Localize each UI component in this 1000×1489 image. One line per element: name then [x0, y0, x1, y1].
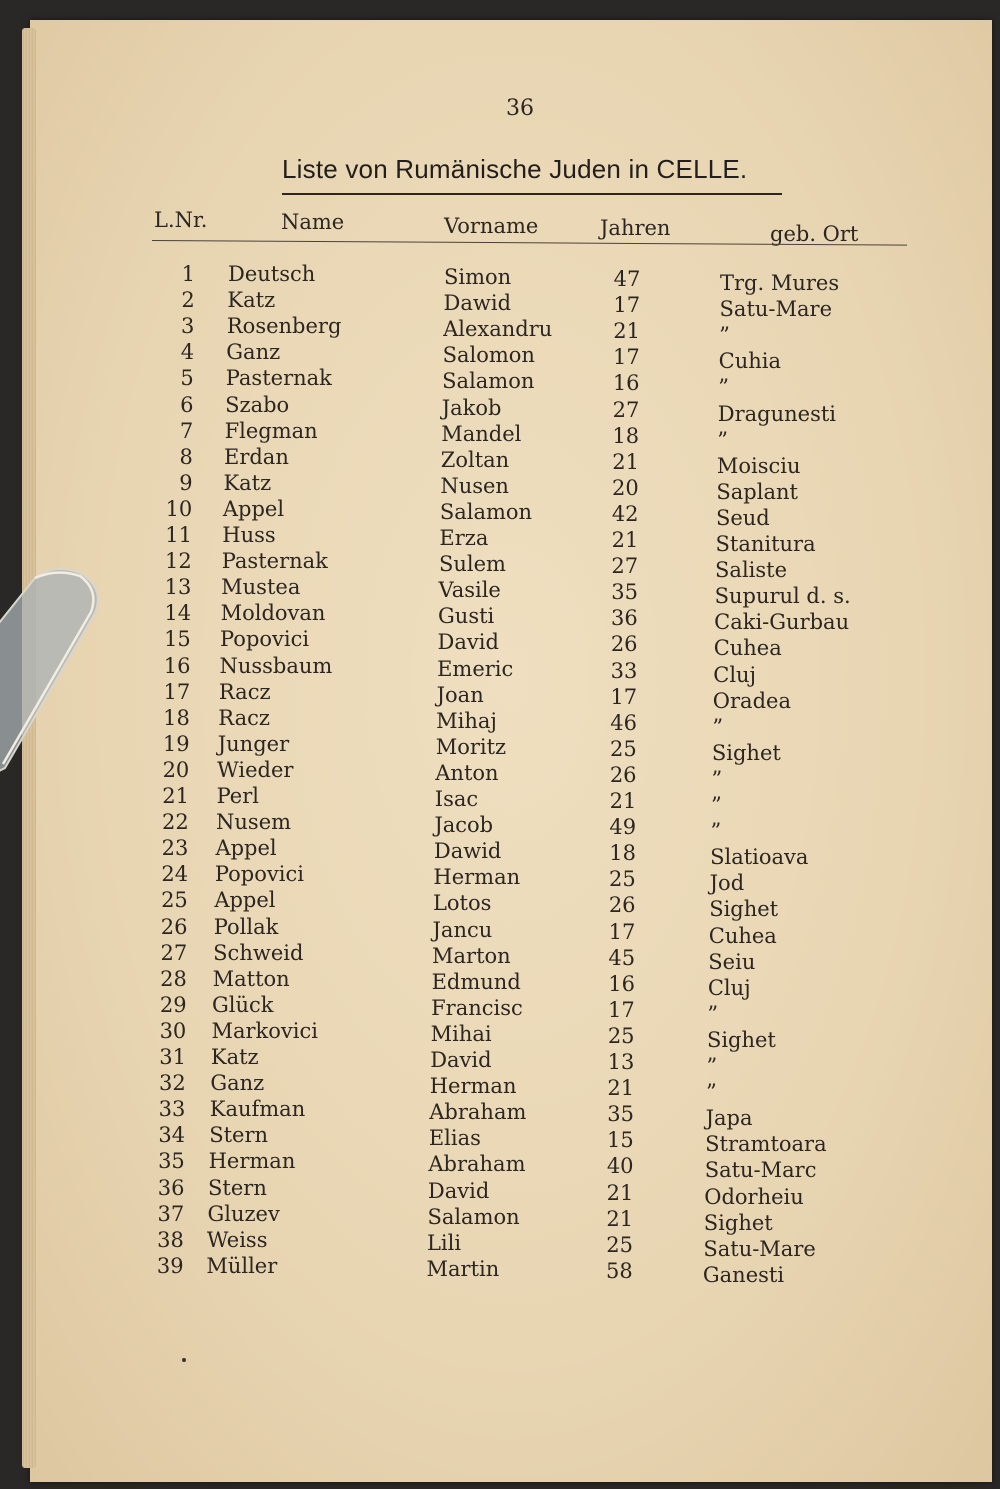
cell-vorname: Salamon — [427, 1204, 520, 1229]
cell-ort: Sighet — [711, 740, 781, 765]
cell-jahren: 17 — [613, 293, 641, 318]
cell-nr: 5 — [180, 366, 194, 391]
cell-name: Appel — [215, 836, 277, 861]
cell-vorname: Emeric — [437, 656, 514, 681]
cell-vorname: Salamon — [439, 499, 533, 524]
cell-ort: Saliste — [715, 558, 788, 583]
cell-ort: Cluj — [713, 662, 757, 687]
cell-vorname: Jancu — [432, 917, 493, 942]
cell-name: Kaufman — [209, 1097, 306, 1122]
cell-nr: 8 — [179, 444, 193, 469]
cell-vorname: Nusen — [440, 473, 509, 498]
cell-name: Racz — [218, 705, 270, 730]
cell-nr: 11 — [165, 523, 192, 547]
cell-nr: 16 — [163, 653, 191, 678]
cell-jahren: 18 — [609, 841, 636, 866]
cell-name: Deutsch — [228, 262, 316, 286]
cell-vorname: Joan — [436, 682, 484, 707]
cell-ort: Sighet — [706, 1027, 776, 1052]
cell-jahren: 17 — [608, 997, 635, 1022]
cell-nr: 9 — [179, 470, 193, 495]
cell-nr: 35 — [158, 1149, 185, 1174]
cell-vorname: Mihai — [430, 1021, 492, 1046]
cell-jahren: 17 — [610, 684, 638, 709]
cell-ort: Caki-Gurbau — [714, 610, 850, 635]
cell-jahren: 26 — [610, 632, 638, 657]
cell-nr: 33 — [158, 1097, 186, 1122]
cell-name: Perl — [216, 784, 259, 808]
cell-ort: Stramtoara — [705, 1132, 827, 1157]
cell-ort: Sighet — [709, 897, 779, 922]
cell-jahren: 20 — [612, 475, 639, 500]
cell-nr: 12 — [164, 549, 192, 574]
cell-vorname: Vasile — [438, 578, 501, 603]
cell-ort: ” — [706, 1080, 717, 1105]
cell-name: Ganz — [210, 1071, 265, 1096]
cell-vorname: Lili — [426, 1230, 462, 1255]
cell-jahren: 26 — [609, 762, 637, 787]
cell-name: Szabo — [225, 392, 290, 417]
cell-name: Katz — [223, 470, 272, 495]
cell-name: Pasternak — [225, 366, 332, 391]
cell-vorname: David — [437, 630, 499, 655]
cell-nr: 24 — [161, 862, 189, 887]
cell-ort: Satu-Mare — [703, 1236, 816, 1261]
cell-nr: 39 — [156, 1253, 184, 1278]
cell-vorname: Moritz — [435, 734, 507, 759]
cell-ort: Satu-Marc — [704, 1158, 817, 1183]
cell-nr: 13 — [164, 575, 192, 600]
cell-name: Popovici — [214, 862, 304, 887]
cell-ort: Supurul d. s. — [714, 584, 851, 609]
cell-vorname: Jacob — [434, 813, 494, 838]
cell-vorname: Elias — [428, 1126, 481, 1151]
cell-vorname: Herman — [433, 865, 521, 890]
cell-name: Pasternak — [221, 549, 328, 574]
cell-name: Wieder — [217, 757, 294, 782]
cell-jahren: 16 — [612, 371, 640, 396]
cell-name: Appel — [222, 496, 285, 521]
cell-name: Matton — [212, 966, 290, 991]
cell-nr: 14 — [164, 601, 192, 626]
cell-jahren: 25 — [606, 1232, 633, 1257]
title-underline — [282, 193, 782, 195]
cell-vorname: Zoltan — [440, 447, 510, 472]
cell-nr: 20 — [162, 757, 190, 782]
cell-jahren: 46 — [610, 710, 637, 735]
cell-ort: Trg. Mures — [720, 271, 840, 295]
cell-name: Müller — [206, 1253, 278, 1278]
cell-name: Moldovan — [220, 601, 326, 626]
cell-jahren: 17 — [608, 919, 636, 944]
cell-name: Weiss — [206, 1227, 268, 1252]
cell-ort: Cuhea — [708, 923, 777, 948]
cell-vorname: Dawid — [433, 839, 502, 864]
cell-vorname: Simon — [444, 265, 512, 289]
cell-name: Flegman — [224, 418, 318, 443]
cell-name: Huss — [222, 523, 276, 547]
cell-jahren: 16 — [608, 971, 635, 996]
cell-jahren: 17 — [613, 345, 640, 370]
cell-nr: 26 — [160, 914, 188, 939]
cell-ort: ” — [719, 323, 730, 348]
cell-name: Appel — [214, 888, 276, 913]
cell-nr: 10 — [165, 496, 193, 521]
cell-nr: 27 — [160, 940, 188, 965]
cell-nr: 7 — [179, 418, 194, 443]
cell-name: Katz — [227, 288, 276, 313]
cell-ort: ” — [707, 1001, 719, 1026]
cell-nr: 31 — [159, 1045, 186, 1069]
header-vorname: Vorname — [444, 214, 539, 238]
cell-nr: 15 — [164, 627, 191, 652]
cell-nr: 19 — [162, 731, 190, 756]
cell-nr: 36 — [157, 1175, 185, 1200]
cell-jahren: 36 — [611, 606, 638, 631]
cell-jahren: 45 — [608, 945, 636, 970]
cell-name: Rosenberg — [226, 314, 342, 339]
cell-ort: Cuhea — [713, 636, 782, 661]
cell-nr: 2 — [181, 288, 195, 313]
cell-ort: Stanitura — [715, 532, 816, 556]
cell-nr: 38 — [157, 1227, 184, 1252]
cell-vorname: David — [427, 1178, 490, 1203]
cell-vorname: Lotos — [432, 891, 492, 916]
cell-vorname: David — [430, 1048, 492, 1072]
cell-vorname: Jakob — [441, 395, 502, 420]
cell-ort: Cuhia — [718, 349, 781, 374]
cell-ort: Oradea — [712, 688, 791, 713]
cell-ort: Slatioava — [710, 845, 809, 870]
cell-nr: 21 — [162, 784, 189, 808]
cell-nr: 6 — [180, 392, 194, 417]
cell-nr: 30 — [159, 1018, 187, 1043]
cell-jahren: 18 — [612, 423, 640, 448]
cell-nr: 37 — [157, 1201, 185, 1226]
cell-vorname: Salamon — [442, 369, 535, 394]
cell-vorname: Anton — [435, 760, 499, 785]
cell-vorname: Mihaj — [436, 708, 497, 733]
paper-clip-icon — [0, 568, 105, 778]
cell-name: Stern — [208, 1175, 267, 1200]
cell-nr: 23 — [161, 836, 189, 861]
cell-vorname: Erza — [439, 526, 489, 550]
cell-vorname: Sulem — [438, 552, 506, 577]
cell-jahren: 35 — [607, 1102, 634, 1127]
header-ort: geb. Ort — [770, 222, 859, 246]
cell-nr: 22 — [161, 810, 189, 835]
speck — [182, 1358, 186, 1362]
cell-jahren: 35 — [611, 580, 638, 605]
header-nr: L.Nr. — [154, 208, 208, 232]
cell-ort: ” — [710, 819, 722, 844]
cell-jahren: 21 — [612, 449, 639, 474]
cell-name: Herman — [208, 1149, 296, 1174]
cell-jahren: 21 — [609, 789, 637, 813]
cell-jahren: 25 — [609, 867, 636, 892]
cell-jahren: 47 — [613, 267, 641, 291]
cell-jahren: 26 — [608, 893, 636, 918]
cell-jahren: 21 — [607, 1076, 635, 1101]
cell-jahren: 21 — [611, 528, 639, 552]
cell-name: Popovici — [220, 627, 310, 652]
cell-name: Gluzev — [207, 1201, 280, 1226]
cell-vorname: Alexandru — [443, 317, 553, 342]
cell-ort: ” — [711, 766, 723, 791]
cell-jahren: 21 — [613, 319, 640, 344]
cell-jahren: 25 — [610, 736, 637, 761]
cell-ort: Dragunesti — [717, 401, 836, 426]
cell-ort: Japa — [705, 1106, 753, 1131]
cell-nr: 4 — [180, 340, 195, 365]
header-jahren: Jahren — [600, 216, 671, 240]
cell-name: Ganz — [226, 340, 281, 365]
list-title: Liste von Rumänische Juden in CELLE. — [282, 154, 748, 184]
cell-name: Pollak — [213, 914, 279, 939]
cell-name: Markovici — [211, 1018, 318, 1043]
cell-nr: 3 — [181, 314, 195, 339]
cell-vorname: Francisc — [431, 995, 523, 1020]
cell-name: Katz — [210, 1045, 259, 1069]
cell-ort: Jod — [709, 871, 745, 896]
cell-jahren: 25 — [607, 1023, 635, 1048]
cell-vorname: Edmund — [431, 969, 521, 994]
cell-nr: 25 — [161, 888, 188, 913]
cell-jahren: 40 — [606, 1154, 634, 1179]
cell-ort: Seud — [715, 505, 770, 530]
cell-vorname: Herman — [429, 1074, 517, 1099]
page-number: 36 — [506, 96, 534, 121]
cell-jahren: 15 — [607, 1128, 634, 1153]
cell-jahren: 21 — [606, 1180, 634, 1205]
cell-jahren: 27 — [611, 554, 639, 579]
cell-vorname: Dawid — [443, 291, 512, 316]
cell-ort: Moisciu — [716, 453, 801, 478]
cell-nr: 17 — [163, 679, 191, 704]
cell-ort: Sighet — [703, 1210, 773, 1235]
cell-ort: Satu-Mare — [719, 297, 833, 322]
cell-ort: Seiu — [708, 949, 756, 974]
cell-ort: ” — [706, 1054, 718, 1078]
cell-jahren: 49 — [609, 815, 637, 840]
cell-ort: Ganesti — [702, 1262, 785, 1287]
cell-name: Nusem — [216, 810, 292, 835]
cell-ort: ” — [712, 714, 724, 739]
cell-ort: ” — [711, 793, 722, 817]
cell-nr: 18 — [163, 705, 190, 730]
cell-name: Racz — [218, 679, 271, 704]
cell-nr: 34 — [158, 1123, 186, 1148]
cell-name: Junger — [217, 731, 290, 756]
header-name: Name — [281, 210, 345, 234]
cell-vorname: Salomon — [442, 343, 535, 368]
cell-name: Nussbaum — [219, 653, 333, 678]
cell-nr: 32 — [158, 1071, 186, 1096]
cell-nr: 1 — [181, 262, 195, 286]
cell-ort: Saplant — [716, 479, 798, 504]
cell-jahren: 42 — [611, 501, 639, 526]
cell-ort: Cluj — [707, 975, 751, 1000]
cell-vorname: Marton — [432, 943, 511, 968]
cell-name: Glück — [212, 992, 274, 1017]
cell-vorname: Abraham — [428, 1152, 526, 1177]
cell-vorname: Martin — [426, 1256, 500, 1281]
cell-vorname: Abraham — [429, 1100, 527, 1125]
cell-jahren: 58 — [606, 1258, 633, 1283]
cell-vorname: Gusti — [438, 604, 495, 629]
cell-ort: ” — [717, 427, 729, 452]
cell-nr: 28 — [160, 966, 187, 991]
cell-jahren: 27 — [612, 397, 640, 422]
cell-name: Erdan — [224, 444, 289, 469]
cell-ort: ” — [718, 375, 729, 400]
cell-jahren: 21 — [606, 1206, 634, 1231]
cell-nr: 29 — [159, 992, 187, 1017]
cell-name: Stern — [209, 1123, 269, 1148]
cell-name: Schweid — [213, 940, 304, 965]
cell-ort: Odorheiu — [704, 1184, 804, 1209]
cell-name: Mustea — [221, 575, 301, 600]
cell-jahren: 13 — [607, 1050, 635, 1074]
cell-vorname: Mandel — [441, 421, 522, 446]
cell-jahren: 33 — [610, 658, 638, 683]
cell-vorname: Isac — [434, 787, 479, 811]
